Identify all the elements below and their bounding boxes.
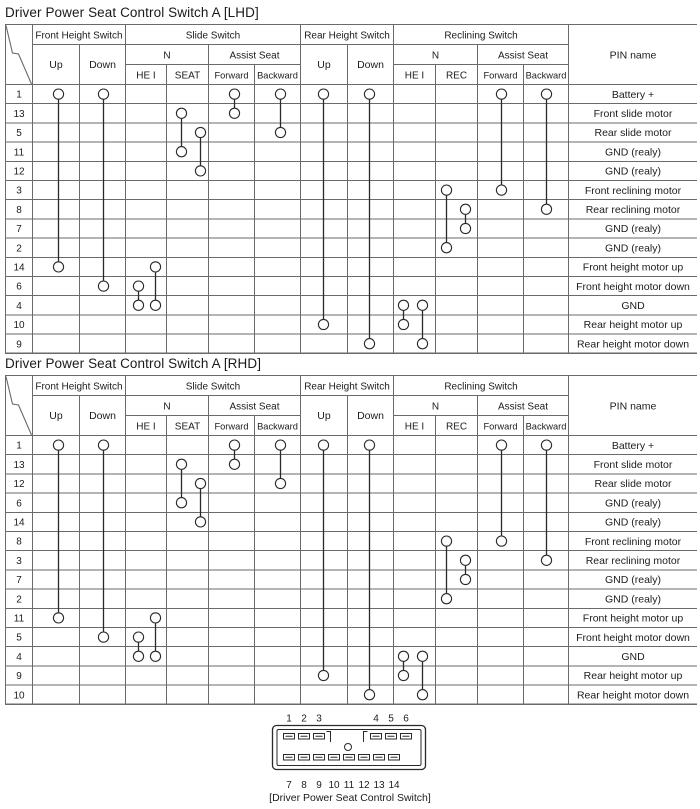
header-pin-name-label: PIN name — [609, 49, 657, 62]
pin-number: 6 — [16, 281, 22, 293]
connection-node — [150, 300, 160, 310]
connection-node — [318, 89, 328, 99]
header-col-label: Down — [89, 410, 116, 422]
pin-number: 8 — [16, 536, 22, 548]
connection-node — [496, 89, 506, 99]
connector-index-circle — [345, 744, 352, 751]
connector-pin-number: 7 — [286, 780, 292, 791]
header-col-label: REC — [445, 421, 468, 433]
header-subgroup-label: N — [431, 401, 440, 413]
pin-number: 11 — [13, 613, 25, 625]
pin-name: Rear height motor up — [583, 319, 683, 332]
header-col-label: Up — [49, 59, 63, 71]
header-col-label: Down — [357, 410, 384, 422]
connection-node — [229, 440, 239, 450]
connection-node — [150, 651, 160, 661]
connection-node — [441, 594, 451, 604]
pin-name: Front slide motor — [593, 459, 673, 471]
pin-name: Front height motor down — [576, 280, 690, 293]
pin-number: 6 — [16, 498, 22, 510]
connection-node — [53, 613, 63, 623]
connection-node — [460, 574, 470, 584]
connection-node — [98, 440, 108, 450]
pin-number: 14 — [13, 517, 25, 529]
pin-name: GND (realy) — [604, 223, 662, 236]
connection-node — [417, 339, 427, 349]
connection-node — [98, 632, 108, 642]
connection-node — [364, 690, 374, 700]
pin-name: Front height motor up — [582, 612, 684, 625]
connection-node — [176, 498, 186, 508]
connection-node — [496, 536, 506, 546]
connector-pin-number: 12 — [358, 780, 370, 791]
connection-node — [195, 478, 205, 488]
pin-name: Battery + — [611, 439, 655, 452]
header-subgroup-label: N — [163, 401, 171, 413]
pin-name: GND — [621, 300, 645, 312]
pin-name: GND (realy) — [604, 516, 662, 529]
connector-key-mark — [327, 732, 331, 743]
connector-pin-number: 13 — [373, 780, 385, 791]
table-header — [6, 26, 657, 85]
pin-name: GND (realy) — [604, 593, 662, 606]
pin-number: 1 — [16, 89, 22, 101]
pin-name: Rear height motor down — [576, 689, 690, 702]
pin-name: GND (realy) — [604, 497, 662, 510]
connector-caption: [Driver Power Seat Control Switch] — [269, 792, 431, 804]
table-title-rhd: Driver Power Seat Control Switch A [RHD] — [5, 356, 262, 371]
connection-node — [441, 536, 451, 546]
connector-pin-number: 4 — [373, 713, 379, 725]
connector-housing — [273, 726, 426, 770]
table-rows — [13, 440, 690, 702]
header-col-label: Backward — [257, 70, 298, 81]
pin-number: 10 — [13, 320, 25, 332]
connector-pin-number: 10 — [328, 780, 340, 791]
connector-key-mark — [364, 732, 368, 743]
connection-node — [441, 243, 451, 253]
pin-name: Rear reclining motor — [585, 204, 681, 216]
connection-node — [417, 300, 427, 310]
pin-number: 3 — [16, 555, 22, 567]
pin-number: 13 — [13, 108, 25, 120]
header-group-label: Front Height Switch — [35, 30, 123, 42]
pin-name: GND — [621, 651, 645, 663]
connection-node — [364, 440, 374, 450]
connector-pin-number: 2 — [301, 713, 307, 725]
connection-node — [460, 555, 470, 565]
header-group-label: Rear Height Switch — [304, 30, 390, 42]
header-group-label: Slide Switch — [185, 30, 241, 42]
connection-node — [318, 670, 328, 680]
connection-node — [195, 166, 205, 176]
header-group-label: Front Height Switch — [35, 381, 123, 393]
header-subgroup-label: Assist Seat — [229, 401, 280, 413]
pin-header-diagonal — [6, 377, 32, 436]
connection-node — [541, 440, 551, 450]
header-col-label: Backward — [525, 70, 567, 81]
pin-name: Front reclining motor — [584, 535, 682, 548]
header-col-label: Forward — [483, 421, 518, 432]
pin-name: Front height motor down — [576, 631, 690, 644]
header-col-label: Up — [317, 410, 331, 422]
pin-name: Front reclining motor — [584, 184, 682, 197]
connection-node — [417, 651, 427, 661]
connection-node — [364, 89, 374, 99]
connection-node — [53, 440, 63, 450]
connection-node — [398, 300, 408, 310]
pin-name: GND (realy) — [604, 146, 662, 159]
pin-number: 12 — [13, 479, 25, 491]
connector-pin-number: 5 — [388, 713, 394, 725]
header-col-label: HE I — [136, 70, 156, 82]
pin-number: 4 — [16, 300, 22, 312]
header-group-label: Slide Switch — [185, 381, 241, 393]
connection-node — [318, 319, 328, 329]
table-title-lhd: Driver Power Seat Control Switch A [LHD] — [5, 5, 259, 20]
table-rows — [13, 89, 690, 351]
connection-node — [398, 319, 408, 329]
header-col-label: SEAT — [174, 70, 201, 82]
pin-number: 2 — [16, 594, 22, 606]
connection-node — [133, 632, 143, 642]
connection-node — [541, 204, 551, 214]
pin-number: 2 — [16, 243, 22, 255]
connection-node — [460, 223, 470, 233]
pin-number: 4 — [16, 651, 22, 663]
header-col-label: Up — [49, 410, 63, 422]
pin-name: GND (realy) — [604, 574, 662, 587]
pin-name: Rear height motor down — [576, 338, 690, 351]
pin-header-diagonal — [6, 26, 32, 85]
connection-node — [496, 185, 506, 195]
header-col-label: REC — [445, 70, 468, 82]
pin-name: Front slide motor — [593, 108, 673, 120]
pin-number: 3 — [16, 185, 22, 197]
header-col-label: Down — [357, 59, 384, 71]
connection-node — [150, 262, 160, 272]
connection-node — [318, 440, 328, 450]
pin-name: Rear reclining motor — [585, 555, 681, 567]
connection-node — [133, 651, 143, 661]
pin-name: GND (realy) — [604, 165, 662, 178]
header-col-label: Forward — [483, 70, 518, 81]
connection-node — [195, 127, 205, 137]
header-subgroup-label: N — [431, 50, 440, 62]
connector-pin-number: 1 — [286, 713, 292, 725]
connection-node — [195, 517, 205, 527]
pin-number: 5 — [16, 632, 22, 644]
connector-pin-number: 9 — [316, 780, 322, 791]
pin-number: 8 — [16, 204, 22, 216]
header-col-label: Backward — [525, 421, 567, 432]
header-col-label: HE I — [404, 70, 425, 82]
header-subgroup-label: Assist Seat — [497, 50, 549, 62]
connection-node — [53, 262, 63, 272]
pin-number: 5 — [16, 128, 22, 140]
pin-name: GND (realy) — [604, 242, 662, 255]
connection-node — [275, 127, 285, 137]
header-col-label: Forward — [214, 421, 249, 432]
pin-table-lhd — [5, 24, 697, 354]
pin-number: 13 — [13, 459, 25, 471]
connection-node — [98, 89, 108, 99]
connection-node — [176, 459, 186, 469]
connection-node — [541, 89, 551, 99]
header-col-label: Down — [89, 59, 116, 71]
header-subgroup-label: Assist Seat — [229, 50, 280, 62]
pin-table-rhd — [5, 375, 697, 705]
header-col-label: Up — [317, 59, 331, 71]
connection-node — [229, 108, 239, 118]
pin-number: 14 — [13, 262, 25, 274]
header-col-label: Forward — [214, 70, 249, 81]
pin-name: Front height motor up — [582, 261, 684, 274]
connector-pin-number: 8 — [301, 780, 307, 791]
header-group-label: Reclining Switch — [444, 30, 518, 42]
connection-node — [275, 440, 285, 450]
connection-node — [398, 651, 408, 661]
connector-pin-number: 14 — [388, 780, 400, 791]
header-pin-name-label: PIN name — [609, 400, 657, 413]
connector-pin-number: 6 — [403, 713, 409, 725]
connector-pin-number: 11 — [343, 780, 355, 791]
header-col-label: SEAT — [174, 421, 201, 433]
pin-name: Rear slide motor — [594, 127, 672, 140]
connection-node — [98, 281, 108, 291]
connection-node — [53, 89, 63, 99]
pin-number: 11 — [13, 147, 25, 159]
header-group-label: Rear Height Switch — [304, 381, 390, 393]
header-subgroup-label: N — [163, 50, 171, 62]
connection-node — [150, 613, 160, 623]
connector-pin-number: 3 — [316, 713, 322, 725]
header-col-label: HE I — [136, 421, 156, 433]
connection-node — [364, 339, 374, 349]
connection-node — [275, 478, 285, 488]
connector-diagram — [240, 710, 460, 792]
connection-node — [229, 459, 239, 469]
connection-node — [398, 670, 408, 680]
pin-name: Rear height motor up — [583, 670, 683, 683]
header-group-label: Reclining Switch — [444, 381, 518, 393]
connection-node — [229, 89, 239, 99]
pin-name: Battery + — [611, 88, 655, 101]
connection-node — [460, 204, 470, 214]
pin-number: 7 — [16, 575, 22, 587]
connection-node — [417, 690, 427, 700]
header-col-label: Backward — [257, 421, 298, 432]
pin-number: 1 — [16, 440, 22, 452]
connection-node — [133, 300, 143, 310]
connection-node — [441, 185, 451, 195]
pin-number: 10 — [13, 690, 25, 702]
pin-name: Rear slide motor — [594, 478, 672, 491]
connection-node — [176, 147, 186, 157]
header-subgroup-label: Assist Seat — [497, 401, 549, 413]
connection-node — [176, 108, 186, 118]
pin-number: 9 — [16, 339, 22, 351]
table-header — [6, 377, 657, 436]
pin-number: 12 — [13, 166, 25, 178]
header-col-label: HE I — [404, 421, 425, 433]
pin-number: 9 — [16, 671, 22, 683]
connection-node — [133, 281, 143, 291]
connection-node — [275, 89, 285, 99]
pin-number: 7 — [16, 224, 22, 236]
connection-node — [541, 555, 551, 565]
connection-node — [496, 440, 506, 450]
